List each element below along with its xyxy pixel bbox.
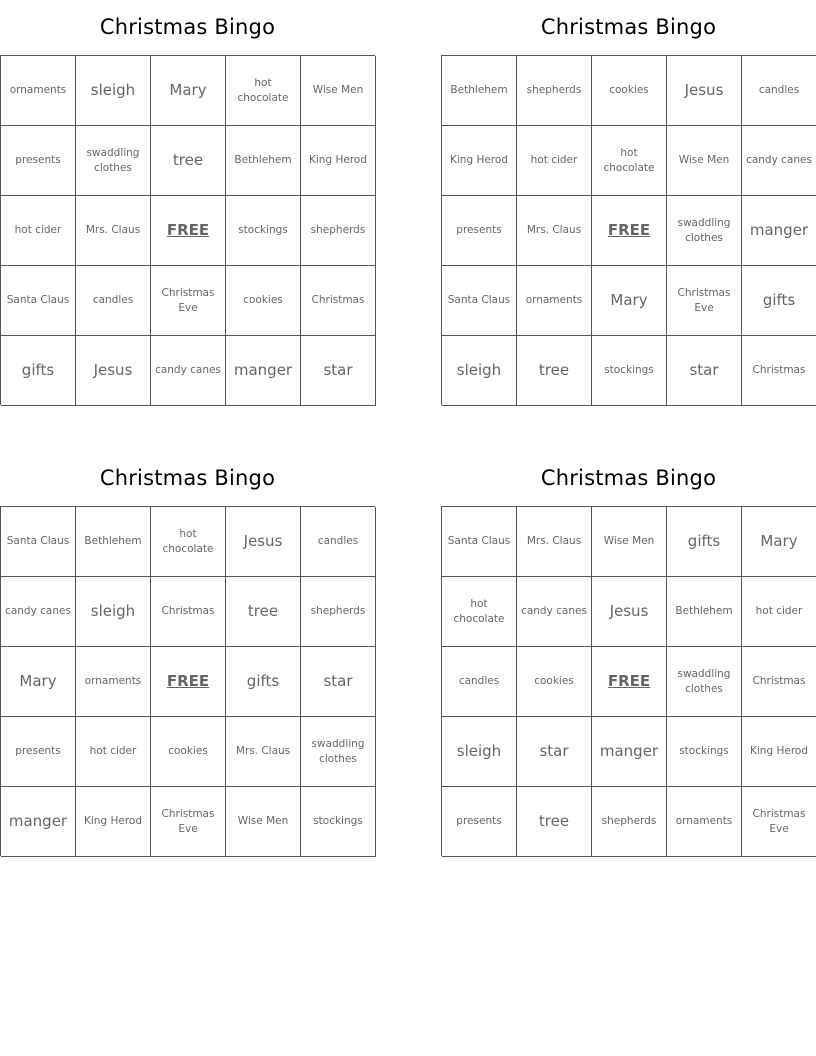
bingo-cell: cookies xyxy=(592,56,667,126)
bingo-grid xyxy=(0,55,375,405)
card-title: Christmas Bingo xyxy=(99,15,276,39)
bingo-cell: cookies xyxy=(151,717,226,787)
bingo-cell: Bethlehem xyxy=(76,507,151,577)
bingo-cell: King Herod xyxy=(76,787,151,857)
bingo-cell: sleigh xyxy=(442,717,517,787)
bingo-grid xyxy=(0,506,375,856)
bingo-cell: hot chocolate xyxy=(442,577,517,647)
bingo-card-3 xyxy=(0,451,375,856)
bingo-cell: manger xyxy=(742,196,816,266)
bingo-cell: candles xyxy=(742,56,816,126)
bingo-cell: star xyxy=(517,717,592,787)
free-space: FREE xyxy=(592,647,667,717)
bingo-cell: Mary xyxy=(151,56,226,126)
bingo-cell: candles xyxy=(301,507,376,577)
bingo-cell: presents xyxy=(1,717,76,787)
bingo-cell: Santa Claus xyxy=(1,507,76,577)
bingo-cell: Christmas xyxy=(301,266,376,336)
bingo-cell: tree xyxy=(517,336,592,406)
bingo-cell: hot chocolate xyxy=(151,507,226,577)
bingo-cell: Mary xyxy=(592,266,667,336)
bingo-cell: stockings xyxy=(592,336,667,406)
bingo-cell: swaddling clothes xyxy=(667,647,742,717)
bingo-cell: hot cider xyxy=(742,577,816,647)
bingo-cell: ornaments xyxy=(517,266,592,336)
bingo-cell: Wise Men xyxy=(667,126,742,196)
bingo-cell: Mary xyxy=(1,647,76,717)
free-space: FREE xyxy=(592,196,667,266)
bingo-cell: Christmas Eve xyxy=(151,266,226,336)
bingo-cell: candy canes xyxy=(1,577,76,647)
bingo-cell: Bethlehem xyxy=(442,56,517,126)
bingo-cell: Jesus xyxy=(226,507,301,577)
bingo-cell: tree xyxy=(226,577,301,647)
bingo-cell: candy canes xyxy=(742,126,816,196)
bingo-cell: swaddling clothes xyxy=(301,717,376,787)
bingo-cell: swaddling clothes xyxy=(667,196,742,266)
bingo-cell: candy canes xyxy=(517,577,592,647)
bingo-card-2 xyxy=(441,0,816,405)
bingo-cell: shepherds xyxy=(301,577,376,647)
bingo-cell: presents xyxy=(1,126,76,196)
bingo-cell: shepherds xyxy=(592,787,667,857)
bingo-cell: hot chocolate xyxy=(226,56,301,126)
bingo-cell: Wise Men xyxy=(226,787,301,857)
bingo-cell: stockings xyxy=(301,787,376,857)
bingo-cell: Wise Men xyxy=(592,507,667,577)
bingo-cell: gifts xyxy=(667,507,742,577)
bingo-cell: stockings xyxy=(667,717,742,787)
bingo-cell: cookies xyxy=(226,266,301,336)
bingo-cell: Santa Claus xyxy=(442,266,517,336)
bingo-cell: Bethlehem xyxy=(667,577,742,647)
bingo-cell: candles xyxy=(76,266,151,336)
bingo-cell: Wise Men xyxy=(301,56,376,126)
bingo-cell: Mrs. Claus xyxy=(517,507,592,577)
card-title: Christmas Bingo xyxy=(540,466,717,490)
bingo-cell: ornaments xyxy=(76,647,151,717)
bingo-cell: gifts xyxy=(742,266,816,336)
bingo-cell: candy canes xyxy=(151,336,226,406)
bingo-cell: Christmas xyxy=(151,577,226,647)
bingo-cell: Mary xyxy=(742,507,816,577)
bingo-cell: Santa Claus xyxy=(442,507,517,577)
bingo-cell: King Herod xyxy=(301,126,376,196)
bingo-cell: sleigh xyxy=(442,336,517,406)
bingo-cell: Mrs. Claus xyxy=(226,717,301,787)
bingo-cell: Christmas xyxy=(742,336,816,406)
bingo-cell: King Herod xyxy=(442,126,517,196)
bingo-cell: gifts xyxy=(1,336,76,406)
bingo-cell: star xyxy=(667,336,742,406)
bingo-cell: Jesus xyxy=(592,577,667,647)
bingo-cell: Christmas Eve xyxy=(742,787,816,857)
bingo-cell: hot cider xyxy=(517,126,592,196)
bingo-card-4 xyxy=(441,451,816,856)
bingo-cell: shepherds xyxy=(517,56,592,126)
bingo-cell: stockings xyxy=(226,196,301,266)
bingo-cell: ornaments xyxy=(667,787,742,857)
bingo-cell: presents xyxy=(442,196,517,266)
bingo-cell: Christmas Eve xyxy=(151,787,226,857)
bingo-grid xyxy=(441,55,816,405)
bingo-cell: Christmas xyxy=(742,647,816,717)
bingo-cell: Christmas Eve xyxy=(667,266,742,336)
bingo-cell: King Herod xyxy=(742,717,816,787)
bingo-cell: Santa Claus xyxy=(1,266,76,336)
bingo-card-1 xyxy=(0,0,375,405)
card-title: Christmas Bingo xyxy=(99,466,276,490)
bingo-cell: Jesus xyxy=(667,56,742,126)
bingo-cell: Bethlehem xyxy=(226,126,301,196)
bingo-cell: tree xyxy=(151,126,226,196)
bingo-grid xyxy=(441,506,816,856)
bingo-cell: gifts xyxy=(226,647,301,717)
free-space: FREE xyxy=(151,647,226,717)
bingo-cell: shepherds xyxy=(301,196,376,266)
bingo-cell: Jesus xyxy=(76,336,151,406)
bingo-cell: manger xyxy=(592,717,667,787)
card-title: Christmas Bingo xyxy=(540,15,717,39)
bingo-cell: Mrs. Claus xyxy=(517,196,592,266)
bingo-cell: swaddling clothes xyxy=(76,126,151,196)
bingo-cell: hot cider xyxy=(76,717,151,787)
bingo-cell: sleigh xyxy=(76,577,151,647)
bingo-cell: manger xyxy=(226,336,301,406)
free-space: FREE xyxy=(151,196,226,266)
bingo-cell: manger xyxy=(1,787,76,857)
bingo-cell: tree xyxy=(517,787,592,857)
bingo-cell: hot chocolate xyxy=(592,126,667,196)
bingo-cell: star xyxy=(301,647,376,717)
bingo-cell: Mrs. Claus xyxy=(76,196,151,266)
bingo-cell: sleigh xyxy=(76,56,151,126)
bingo-cell: presents xyxy=(442,787,517,857)
bingo-cell: hot cider xyxy=(1,196,76,266)
bingo-cell: ornaments xyxy=(1,56,76,126)
bingo-cell: cookies xyxy=(517,647,592,717)
bingo-cell: star xyxy=(301,336,376,406)
bingo-cell: candles xyxy=(442,647,517,717)
